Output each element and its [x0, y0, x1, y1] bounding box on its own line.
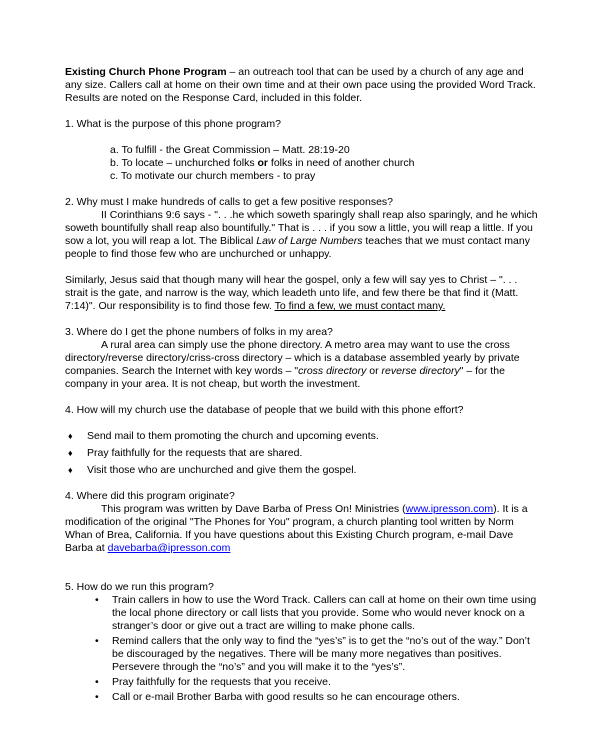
answer-3 — [65, 339, 540, 391]
text-segment: This program was written by Dave Barba of Press On! Ministries ( — [101, 503, 406, 515]
list-item — [95, 594, 540, 633]
intro-text: – an outreach tool that can be used by a church of any age and any size. Callers call at home on their own time and at their own pace using the provided Word Track. Results are noted on the Response Card, included in this folder. — [65, 66, 536, 104]
purpose-item-a — [110, 144, 540, 157]
list-item — [95, 691, 540, 704]
diamond-bullet-icon: ♦ — [68, 465, 73, 475]
database-bullet-list — [65, 430, 540, 477]
text-segment: folks in need of another church — [267, 157, 415, 169]
diamond-bullet-icon: ♦ — [68, 431, 73, 441]
purpose-item-b — [110, 157, 540, 170]
diamond-bullet-icon: ♦ — [68, 448, 73, 458]
bullet-text: Pray faithfully for the requests that you receive. — [112, 676, 331, 688]
text-segment: Similarly, Jesus said that though many will hear the gospel, only a few will say yes to Christ – ". . . strait is the gate, and narrow is the way, which leadeth unto life, and few there be that find it (Matt. 7:14)". Our responsibility is to find those few. — [65, 274, 519, 312]
question-5: 5. How do we run this program? — [65, 581, 214, 593]
round-bullet-icon: • — [95, 594, 99, 606]
purpose-list — [65, 144, 540, 183]
question-2: 2. Why must I make hundreds of calls to get a few positive responses? — [65, 196, 393, 208]
round-bullet-icon: • — [95, 676, 99, 688]
bullet-text: Call or e-mail Brother Barba with good results so he can encourage others. — [112, 691, 460, 703]
link-ipresson[interactable]: www.ipresson.com — [405, 503, 494, 515]
round-bullet-icon: • — [95, 635, 99, 647]
list-item — [65, 447, 540, 460]
text-segment: teaches that we must contact many people to find those few who are unchurched or unhappy. — [65, 235, 530, 260]
text-segment: A rural area can simply use the phone directory. A metro area may want to use the cross directory/reverse directory/criss-cross directory – which is a database assembled yearly by private companies. Search the Internet with key words – " — [65, 339, 520, 377]
bullet-text: Train callers in how to use the Word Track. Callers can call at home on their own time using the local phone directory or call lists that you provide. Some who would never knock on a stranger’s door or give out a tract are willing to make phone calls. — [112, 594, 537, 632]
italic-cross-directory: cross directory — [298, 365, 367, 377]
list-item — [95, 676, 540, 689]
text-segment: c. To motivate our church members - to pray — [110, 170, 316, 182]
round-bullet-icon: • — [95, 691, 99, 703]
bullet-text: Remind callers that the only way to find the “yes’s” is to get the “no’s out of the way.” Don’t be discouraged by the negatives. There will be many more negatives than positives. Persevere through the “no’s” and you will make it to the “yes’s”. — [112, 635, 530, 673]
jesus-paragraph — [65, 274, 540, 313]
intro-paragraph — [65, 66, 540, 105]
bullet-text: Visit those who are unchurched and give them the gospel. — [87, 464, 357, 476]
bullet-text: Pray faithfully for the requests that are shared. — [87, 447, 303, 459]
answer-2 — [65, 209, 540, 261]
question-4-origin: 4. Where did this program originate? — [65, 490, 235, 502]
list-item — [65, 430, 540, 443]
italic-law-of-large-numbers: Law of Large Numbers — [256, 235, 363, 247]
intro-title: Existing Church Phone Program — [65, 66, 227, 78]
answer-4-origin — [65, 503, 540, 555]
link-email-davebarba[interactable]: davebarba@ipresson.com — [107, 542, 231, 554]
text-segment: b. To locate – unchurched folks — [110, 157, 258, 169]
purpose-item-c — [110, 170, 540, 183]
bullet-text: Send mail to them promoting the church and upcoming events. — [87, 430, 379, 442]
text-segment: II Corinthians 9:6 says - ". . .he which soweth sparingly shall reap also sparingly, and he which soweth bountifully shall reap also bountifully." That is . . . if you sow a little, you will reap a little. If you sow a lot, you will reap a lot. The Biblical — [65, 209, 538, 247]
italic-reverse-directory: reverse directory — [381, 365, 460, 377]
question-3: 3. Where do I get the phone numbers of folks in my area? — [65, 326, 333, 338]
text-segment: " – for the company in your area. It is not cheap, but worth the investment. — [65, 365, 505, 390]
list-item — [65, 464, 540, 477]
question-4-database: 4. How will my church use the database of people that we build with this phone effort? — [65, 404, 464, 416]
run-program-bullet-list — [95, 594, 540, 704]
text-segment: ). It is a modification of the original "The Phones for You" program, a church planting tool written by Norm Whan of Brea, California. If you have questions about this Existing Church program, e-mail Dave Barba at — [65, 503, 528, 554]
bold-or: or — [257, 157, 268, 169]
question-1: 1. What is the purpose of this phone program? — [65, 118, 281, 130]
text-segment: or — [366, 365, 382, 377]
list-item — [95, 635, 540, 674]
text-segment: a. To fulfill - the Great Commission – Matt. 28:19-20 — [110, 144, 350, 156]
underline-contact-many: To find a few, we must contact many. — [274, 300, 446, 312]
